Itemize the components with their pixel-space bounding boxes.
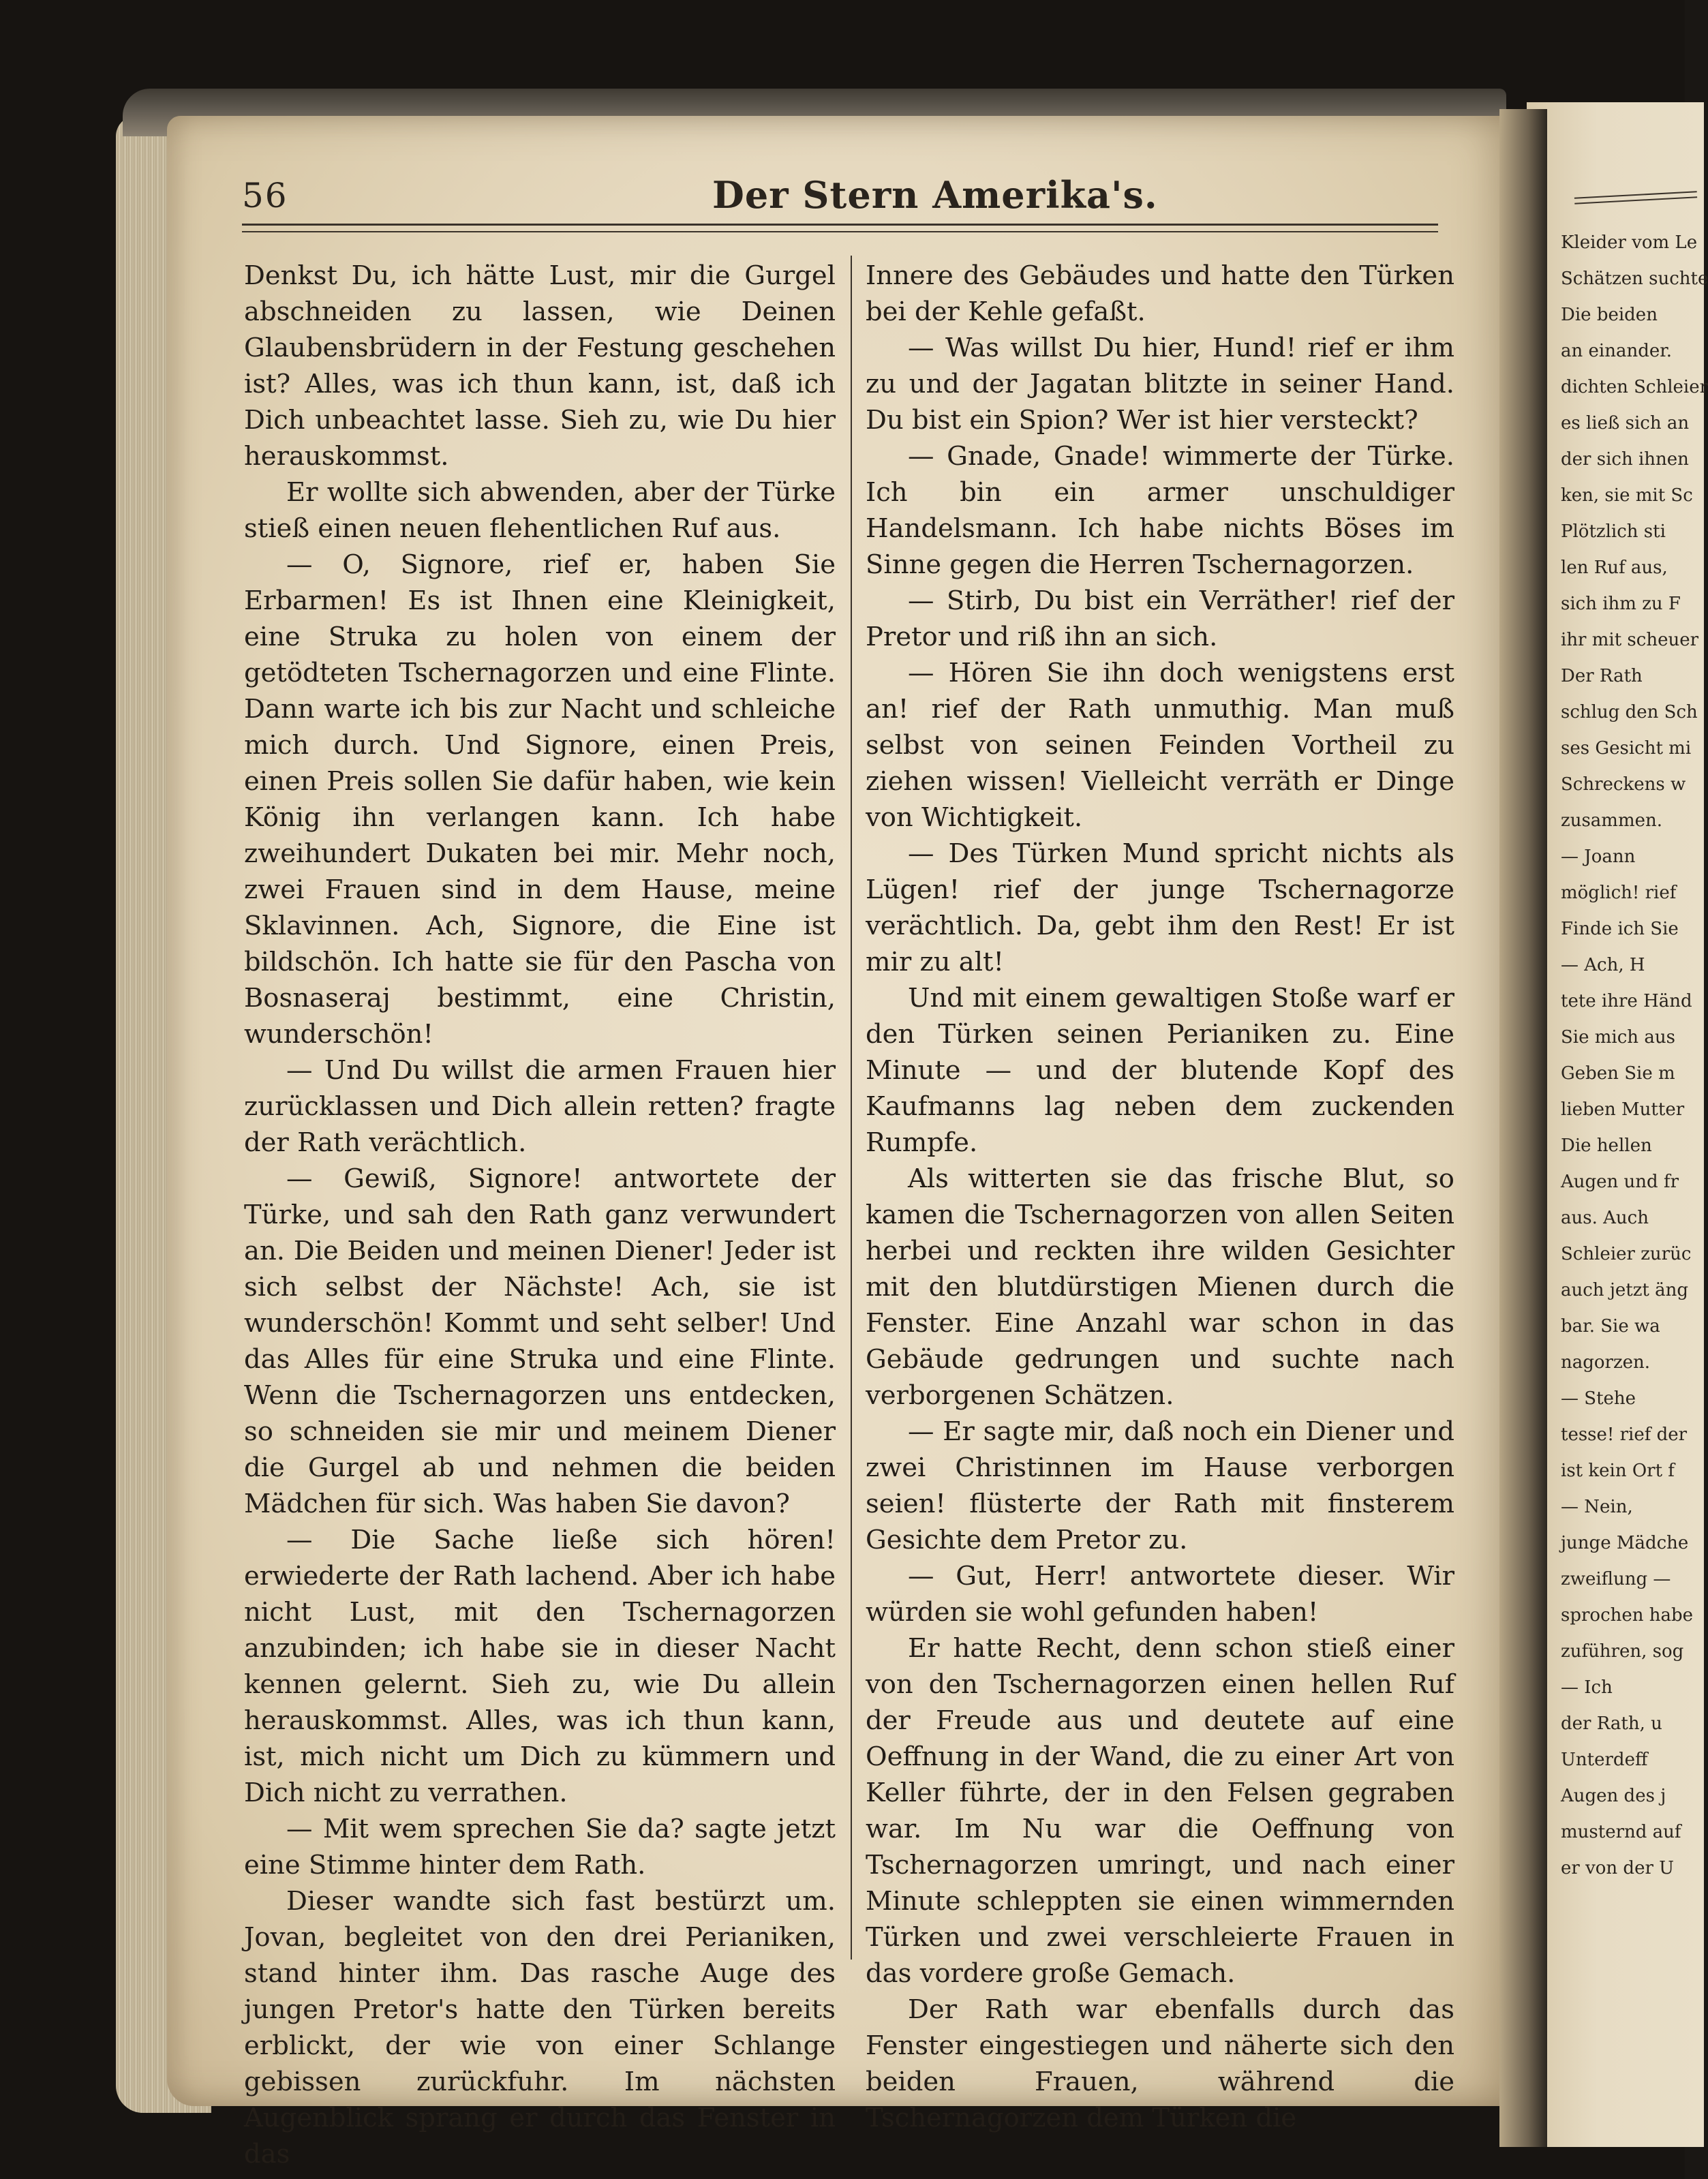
facing-page-line: ist kein Ort f (1561, 1461, 1675, 1481)
header-double-rule (242, 224, 1438, 232)
right-text-column (866, 258, 1454, 2136)
book-gutter (1499, 109, 1547, 2147)
facing-page-line: Kleider vom Le (1561, 232, 1698, 253)
facing-page-line: — Joann (1561, 847, 1636, 867)
facing-page-line: Die beiden (1561, 305, 1658, 325)
facing-page-line: Die hellen (1561, 1136, 1652, 1156)
paragraph: — Und Du willst die armen Frauen hier zurücklassen und Dich allein retten? fragte der Rath verächtlich. (244, 1055, 836, 1158)
facing-page-line: junge Mädche (1561, 1533, 1689, 1553)
facing-page-line: len Ruf aus, (1561, 558, 1668, 578)
paragraph: — Stirb, Du bist ein Verräther! rief der Pretor und riß ihn an sich. (866, 585, 1454, 652)
facing-page-line: — Ich (1561, 1677, 1613, 1698)
facing-page-line: Finde ich Sie (1561, 919, 1679, 939)
facing-page-line: Schleier zurüc (1561, 1244, 1692, 1264)
facing-page-line: er von der U (1561, 1858, 1675, 1878)
facing-page-line: zusammen. (1561, 810, 1662, 831)
facing-page-line: Augen des j (1561, 1786, 1666, 1806)
facing-page-line: aus. Auch (1561, 1208, 1649, 1228)
facing-page-line: Augen und fr (1561, 1172, 1679, 1192)
facing-page-line: schlug den Sch (1561, 702, 1698, 722)
facing-page-line: — Nein, (1561, 1497, 1633, 1517)
facing-page-line: Schätzen suchte (1561, 269, 1708, 289)
facing-page-line: zuführen, sog (1561, 1641, 1684, 1662)
paragraph: Und mit einem gewaltigen Stoße warf er den Türken seinen Perianiken zu. Eine Minute — und der blutende Kopf des Kaufmanns lag neben dem zuckenden Rumpfe. (866, 983, 1454, 1158)
facing-page-line: ken, sie mit Sc (1561, 485, 1693, 506)
paragraph: Denkst Du, ich hätte Lust, mir die Gurgel abschneiden zu lassen, wie Deinen Glaubensbrüdern in der Festung geschehen ist? Alles, was ich thun kann, ist, daß ich Dich unbeachtet lasse. Sieh zu, wie Du hier herauskommst. (244, 260, 836, 472)
paragraph: — O, Signore, rief er, haben Sie Erbarmen! Es ist Ihnen eine Kleinigkeit, eine Struka zu holen von einem der getödteten Tschernagorzen und eine Flinte. Dann warte ich bis zur Nacht und schleiche mich durch. Und Signore, einen Preis, einen Preis sollen Sie dafür haben, wie kein König ihn verlangen kann. Ich habe zweihundert Dukaten bei mir. Mehr noch, zwei Frauen sind in dem Hause, meine Sklavinnen. Ach, Signore, die Eine ist bildschön. Ich hatte sie für den Pascha von Bosnaseraj bestimmt, eine Christin, wunderschön! (244, 549, 836, 1050)
facing-page-line: tesse! rief der (1561, 1424, 1688, 1445)
facing-page-line: Geben Sie m (1561, 1063, 1675, 1084)
facing-page-line: tete ihre Händ (1561, 991, 1692, 1011)
facing-page-line: musternd auf (1561, 1822, 1681, 1842)
facing-page-line: nagorzen. (1561, 1352, 1651, 1373)
facing-page-line: es ließ sich an (1561, 413, 1690, 433)
facing-page-line: möglich! rief (1561, 883, 1677, 903)
paragraph: — Hören Sie ihn doch wenigstens erst an! rief der Rath unmuthig. Man muß selbst von seinen Feinden Vortheil zu ziehen wissen! Vielleicht verräth er Dinge von Wichtigkeit. (866, 658, 1454, 833)
facing-page-line: an einander. (1561, 341, 1673, 361)
facing-page-line: Sie mich aus (1561, 1027, 1675, 1048)
paragraph: — Mit wem sprechen Sie da? sagte jetzt eine Stimme hinter dem Rath. (244, 1814, 836, 1880)
paragraph: — Er sagte mir, daß noch ein Diener und zwei Christinnen im Hause verborgen seien! flüsterte der Rath mit finsterem Gesichte dem Pretor zu. (866, 1416, 1454, 1555)
column-divider (851, 256, 852, 1960)
paragraph: — Gut, Herr! antwortete dieser. Wir würden sie wohl gefunden haben! (866, 1561, 1454, 1628)
facing-page-line: Unterdeff (1561, 1750, 1648, 1770)
paragraph: — Gnade, Gnade! wimmerte der Türke. Ich bin ein armer unschuldiger Handelsmann. Ich habe nichts Böses im Sinne gegen die Herren Tschernagorzen. (866, 441, 1454, 580)
paragraph: — Gewiß, Signore! antwortete der Türke, und sah den Rath ganz verwundert an. Die Beiden und meinen Diener! Jeder ist sich selbst der Nächste! Ach, sie ist wunderschön! Kommt und seht selber! Und das Alles für eine Struka und eine Flinte. Wenn die Tschernagorzen uns entdecken, so schneiden sie mir und meinem Diener die Gurgel ab und nehmen die beiden Mädchen für sich. Was haben Sie davon? (244, 1163, 836, 1519)
paragraph: — Was willst Du hier, Hund! rief er ihm zu und der Jagatan blitzte in seiner Hand. Du bist ein Spion? Wer ist hier versteckt? (866, 333, 1454, 436)
facing-page-line: — Ach, H (1561, 955, 1645, 975)
facing-page-line: ihr mit scheuer (1561, 630, 1699, 650)
facing-page-line: zweiflung — (1561, 1569, 1671, 1589)
paragraph: Als witterten sie das frische Blut, so kamen die Tschernagorzen von allen Seiten herbei und reckten ihre wilden Gesichter mit den blutdürstigen Mienen durch die Fenster. Eine Anzahl war schon in das Gebäude gedrungen und suchte nach verborgenen Schätzen. (866, 1163, 1454, 1411)
paragraph: — Des Türken Mund spricht nichts als Lügen! rief der junge Tschernagorze verächtlich. Da, gebt ihm den Rest! Er ist mir zu alt! (866, 838, 1454, 977)
running-title: Der Stern Amerika's. (712, 173, 1158, 217)
paragraph: Innere des Gebäudes und hatte den Türken bei der Kehle gefaßt. (866, 260, 1454, 327)
paragraph: Der Rath war ebenfalls durch das Fenster eingestiegen und näherte sich den beiden Frauen, während die Tschernagorzen dem Türken die (866, 1994, 1454, 2133)
facing-page-text-fragments (1561, 225, 1708, 1887)
facing-page-line: ses Gesicht mi (1561, 738, 1692, 759)
paragraph: Dieser wandte sich fast bestürzt um. Jovan, begleitet von den drei Perianiken, stand hinter ihm. Das rasche Auge des jungen Pretor's hatte den Türken bereits erblickt, der wie von einer Schlange gebissen zurückfuhr. Im nächsten Augenblick sprang er durch das Fenster in das (244, 1886, 836, 2169)
facing-page-line: dichten Schleier (1561, 377, 1708, 397)
left-text-column (244, 258, 836, 2172)
facing-page-line: auch jetzt äng (1561, 1280, 1689, 1300)
facing-page-line: der sich ihnen (1561, 449, 1689, 470)
facing-page-line: Plötzlich sti (1561, 521, 1666, 542)
facing-page-line: — Stehe (1561, 1388, 1636, 1409)
facing-page-line: sich ihm zu F (1561, 594, 1681, 614)
facing-page-line: sprochen habe (1561, 1605, 1694, 1626)
facing-page-line: bar. Sie wa (1561, 1316, 1660, 1337)
facing-page-line: der Rath, u (1561, 1713, 1662, 1734)
facing-page-line: Der Rath (1561, 666, 1643, 686)
facing-page-line: lieben Mutter (1561, 1099, 1685, 1120)
paragraph: Er hatte Recht, denn schon stieß einer von den Tschernagorzen einen hellen Ruf der Freude aus und deutete auf eine Oeffnung in der Wand, die zu einer Art von Keller führte, der in den Felsen gegraben war. Im Nu war die Oeffnung von Tschernagorzen umringt, und nach einer Minute schleppten sie einen wimmernden Türken und zwei verschleierte Frauen in das vordere große Gemach. (866, 1633, 1454, 1989)
page-number: 56 (242, 176, 288, 215)
paragraph: — Die Sache ließe sich hören! erwiederte der Rath lachend. Aber ich habe nicht Lust, mit den Tschernagorzen anzubinden; ich habe sie in dieser Nacht kennen gelernt. Sieh zu, wie Du allein herauskommst. Alles, was ich thun kann, ist, mich nicht um Dich zu kümmern und Dich nicht zu verrathen. (244, 1525, 836, 1808)
facing-page-line: Schreckens w (1561, 774, 1686, 795)
page-header (242, 173, 1442, 230)
paragraph: Er wollte sich abwenden, aber der Türke stieß einen neuen flehentlichen Ruf aus. (244, 477, 836, 544)
